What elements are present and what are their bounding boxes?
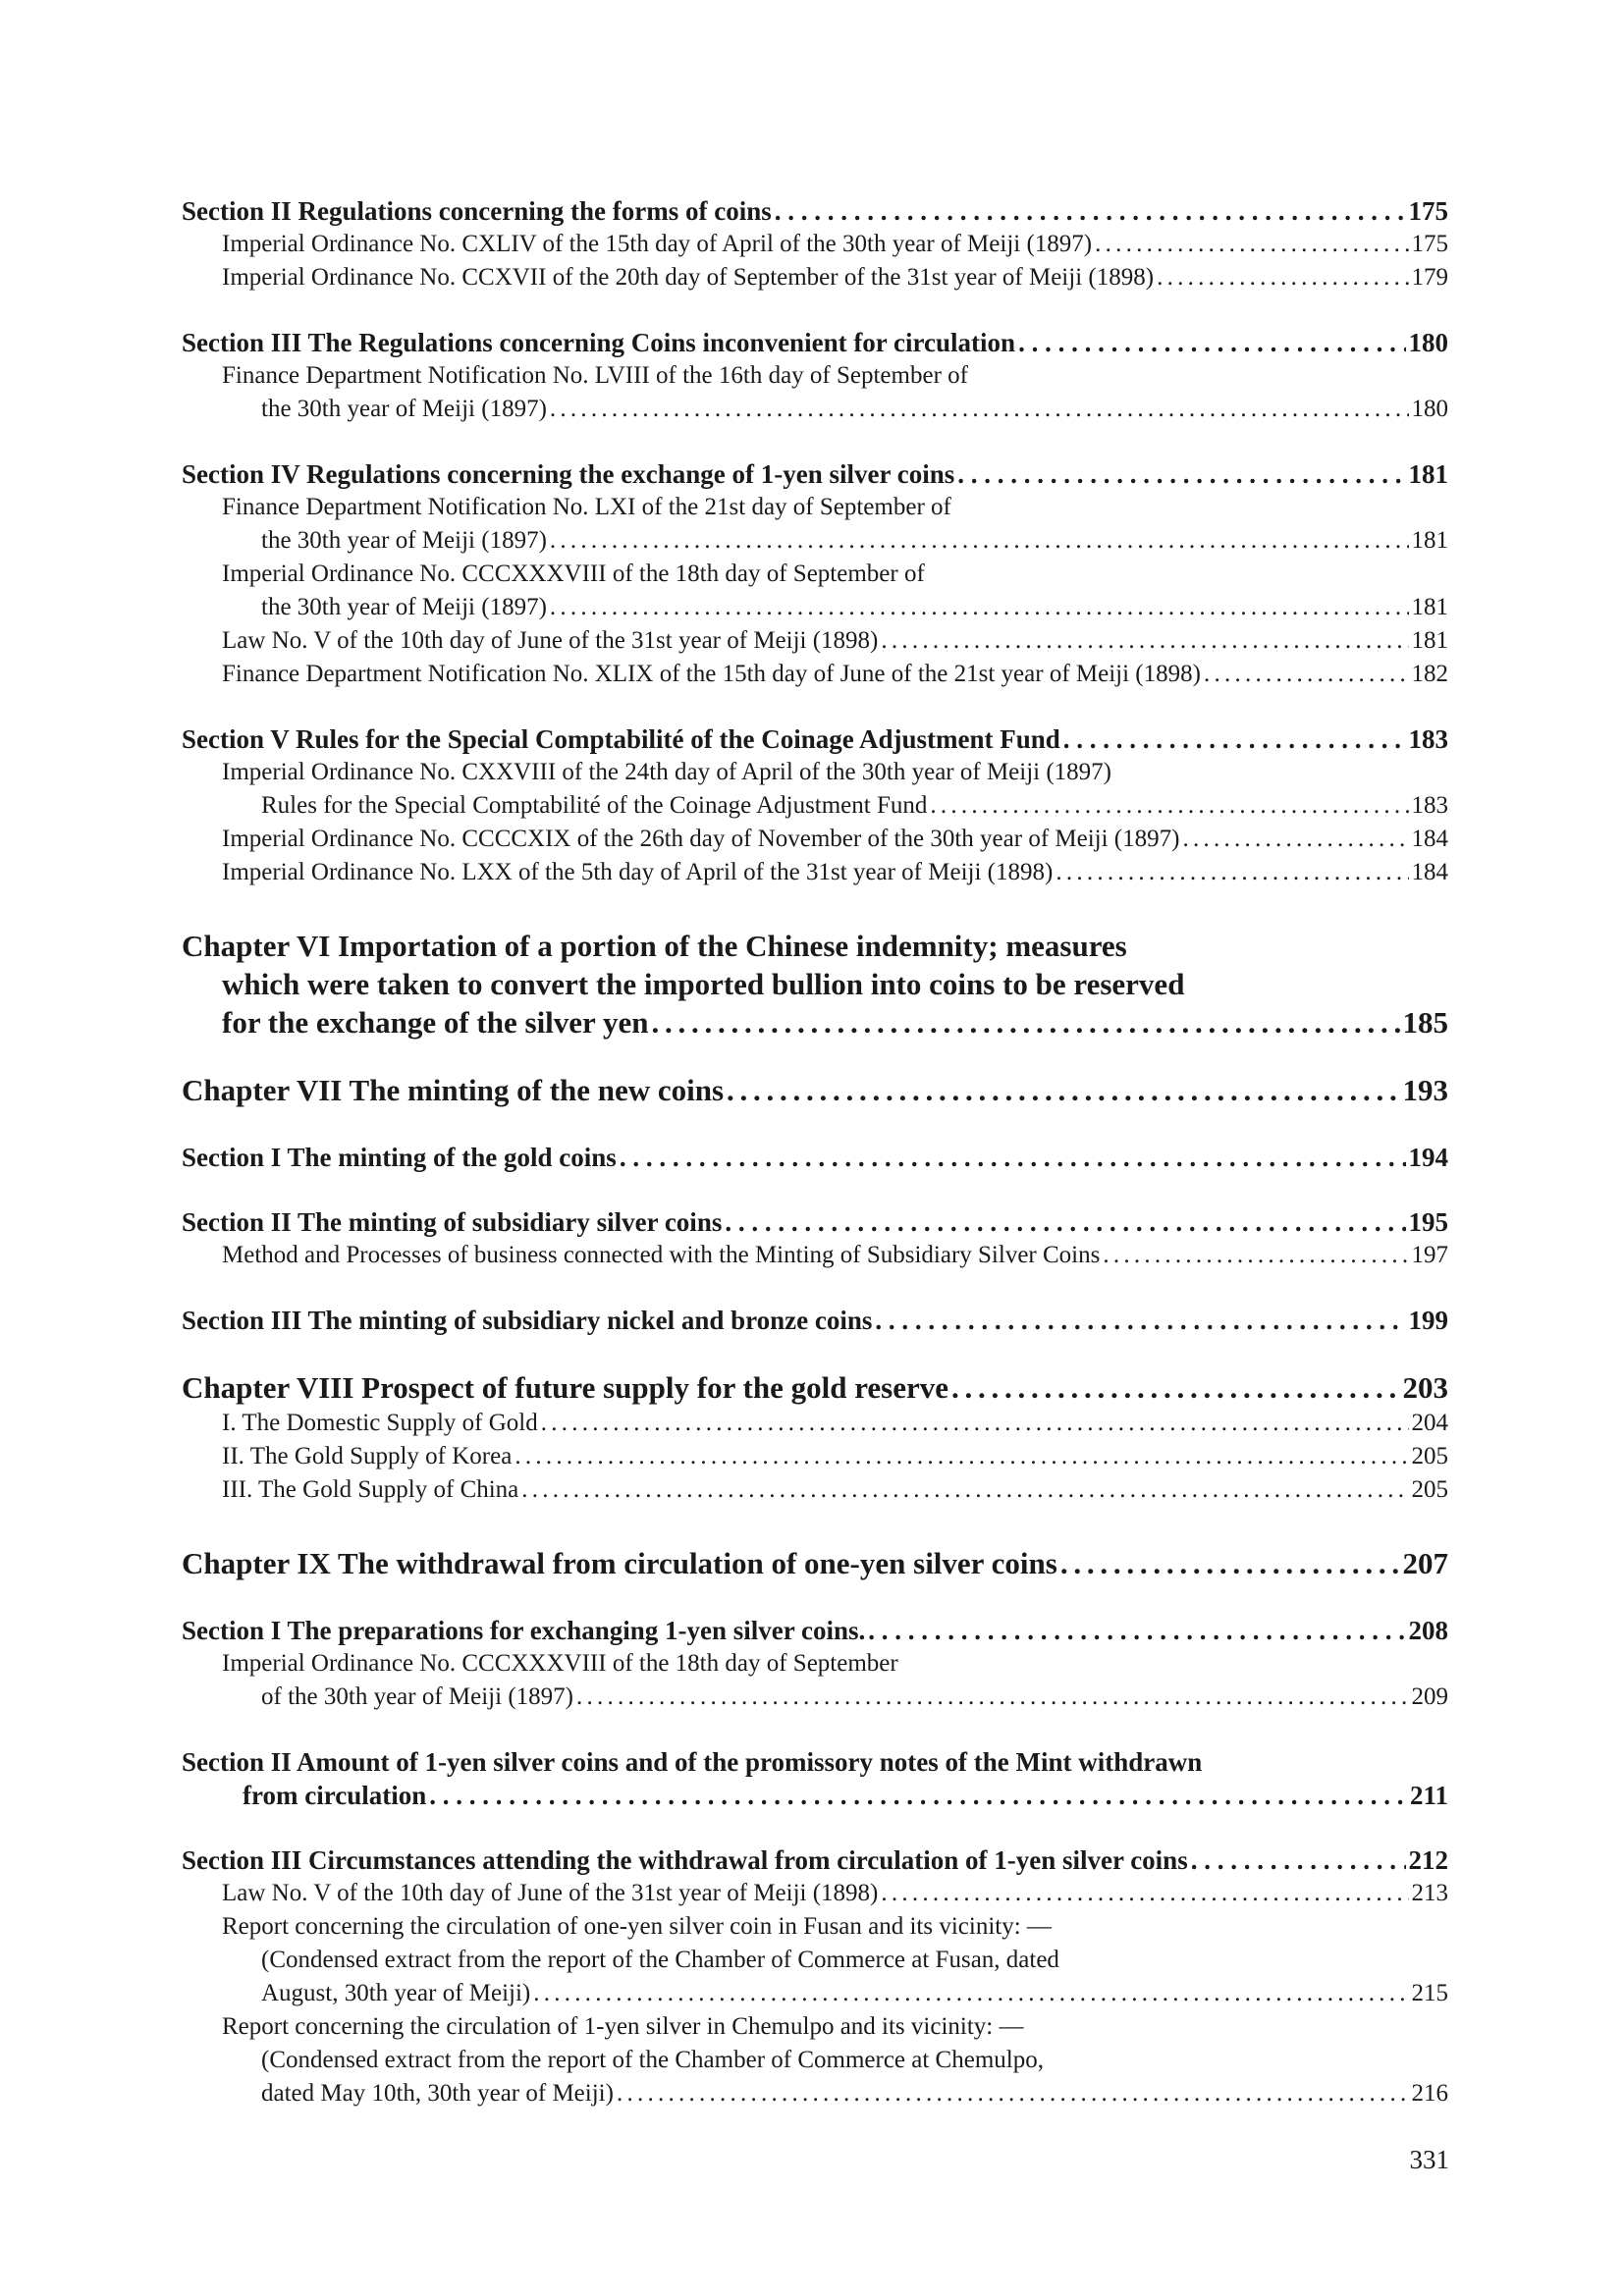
toc-section-exchange — [182, 457, 1448, 691]
toc-section-preparations — [182, 1614, 1448, 1714]
entry-title: Section V Rules for the Special Comptabilité of the Coinage Adjustment Fund — [182, 724, 1060, 754]
toc-subentry-continued — [182, 393, 1448, 426]
toc-subentry — [182, 1473, 1448, 1507]
entry-page: 181 — [1408, 459, 1448, 489]
toc-entry — [182, 1745, 1448, 1779]
entry-page: 184 — [1411, 826, 1448, 852]
toc-subentry — [182, 1647, 1448, 1681]
toc-section-silver-coins — [182, 1205, 1448, 1272]
toc-subentry — [182, 1877, 1448, 1910]
toc-subentry — [182, 1910, 1448, 1944]
chapter-title: for the exchange of the silver yen — [222, 1005, 649, 1040]
entry-title: Imperial Ordinance No. LXX of the 5th day of April of the 31st year of Meiji (1898) — [222, 859, 1054, 885]
entry-page: 197 — [1411, 1242, 1448, 1268]
toc-subentry — [182, 624, 1448, 658]
toc-entry — [182, 722, 1448, 756]
toc-chapter-viii — [182, 1368, 1448, 1507]
toc-subentry — [182, 558, 1448, 591]
entry-page: 183 — [1408, 724, 1448, 754]
toc-section-nickel-bronze — [182, 1304, 1448, 1337]
toc-entry-continued — [182, 1779, 1448, 1812]
entry-page: 182 — [1411, 661, 1448, 687]
entry-page: 215 — [1411, 1980, 1448, 2006]
entry-title: Imperial Ordinance No. CCXVII of the 20th day of September of the 31st year of Meiji (1898) — [222, 264, 1155, 291]
entry-title: Section I The preparations for exchanging 1-yen silver coins. — [182, 1616, 866, 1645]
entry-title: (Condensed extract from the report of the Chamber of Commerce at Fusan, dated — [261, 1947, 1059, 1973]
entry-page: 204 — [1411, 1410, 1448, 1436]
toc-chapter-vi — [182, 927, 1448, 1041]
entry-page: 199 — [1408, 1306, 1448, 1335]
toc-section-amount-withdrawn — [182, 1745, 1448, 1812]
entry-page: 194 — [1408, 1143, 1448, 1172]
entry-title: Section III Circumstances attending the withdrawal from circulation of 1-yen silver coins — [182, 1845, 1188, 1875]
entry-title: Finance Department Notification No. LVIII of the 16th day of September of — [222, 362, 968, 389]
chapter-title: Chapter VIII Prospect of future supply for the gold reserve — [182, 1370, 949, 1405]
entry-page: 183 — [1411, 792, 1448, 819]
toc-chapter-line — [182, 1368, 1448, 1407]
toc-entry — [182, 1614, 1448, 1647]
toc-subentry-continued — [182, 1977, 1448, 2010]
entry-page: 179 — [1411, 264, 1448, 291]
entry-page: 180 — [1408, 328, 1448, 357]
toc-chapter-vii — [182, 1071, 1448, 1109]
entry-page: 195 — [1408, 1207, 1448, 1237]
toc-subentry — [182, 856, 1448, 889]
chapter-title: Chapter VII The minting of the new coins — [182, 1073, 725, 1107]
entry-page: 216 — [1411, 2080, 1448, 2107]
entry-title: I. The Domestic Supply of Gold — [222, 1410, 538, 1436]
toc-subentry-continued — [182, 2077, 1448, 2110]
entry-title: II. The Gold Supply of Korea — [222, 1443, 513, 1469]
entry-page: 181 — [1411, 594, 1448, 620]
entry-page: 212 — [1408, 1845, 1448, 1875]
entry-title: Section III The minting of subsidiary nickel and bronze coins — [182, 1306, 873, 1335]
toc-subentry-continued — [182, 524, 1448, 558]
toc-subentry — [182, 1239, 1448, 1272]
entry-title: the 30th year of Meiji (1897) — [261, 594, 547, 620]
entry-page: 209 — [1411, 1683, 1448, 1710]
toc-subentry — [182, 1440, 1448, 1473]
toc-subentry — [182, 823, 1448, 856]
toc-entry — [182, 194, 1448, 228]
entry-title: Method and Processes of business connected with the Minting of Subsidiary Silver Coins — [222, 1242, 1101, 1268]
entry-title: Imperial Ordinance No. CCCCXIX of the 26th day of November of the 30th year of Meiji (1897) — [222, 826, 1180, 852]
entry-page: 205 — [1411, 1443, 1448, 1469]
entry-page: 208 — [1408, 1616, 1448, 1645]
entry-title: Section II Regulations concerning the forms of coins — [182, 196, 772, 226]
entry-page: 185 — [1402, 1005, 1448, 1040]
entry-title: Finance Department Notification No. XLIX of the 15th day of June of the 21st year of Meiji (1898) — [222, 661, 1201, 687]
toc-chapter-line — [182, 1003, 1448, 1041]
toc-section-inconvenient-coins — [182, 326, 1448, 426]
entry-title: Report concerning the circulation of one-yen silver coin in Fusan and its vicinity: — — [222, 1913, 1052, 1940]
entry-page: 213 — [1411, 1880, 1448, 1906]
toc-subentry — [182, 1407, 1448, 1440]
entry-title: dated May 10th, 30th year of Meiji) — [261, 2080, 614, 2107]
entry-title: the 30th year of Meiji (1897) — [261, 396, 547, 422]
toc-subentry — [182, 359, 1448, 393]
entry-title: III. The Gold Supply of China — [222, 1476, 519, 1503]
entry-page: 193 — [1402, 1073, 1448, 1107]
toc-subentry-continued — [182, 591, 1448, 624]
entry-title: Section IV Regulations concerning the exchange of 1-yen silver coins — [182, 459, 955, 489]
toc-subentry — [182, 491, 1448, 524]
toc-subentry-continued — [182, 2044, 1448, 2077]
entry-title: of the 30th year of Meiji (1897) — [261, 1683, 573, 1710]
entry-page: 211 — [1409, 1781, 1448, 1810]
entry-title: Report concerning the circulation of 1-yen silver in Chemulpo and its vicinity: — — [222, 2013, 1024, 2040]
toc-subentry-continued — [182, 1944, 1448, 1977]
entry-title: (Condensed extract from the report of the Chamber of Commerce at Chemulpo, — [261, 2047, 1044, 2073]
toc-subentry-continued — [182, 1681, 1448, 1714]
entry-page: 180 — [1411, 396, 1448, 422]
toc-chapter-ix — [182, 1544, 1448, 1582]
toc-section-adjustment-fund — [182, 722, 1448, 889]
entry-title: Section II The minting of subsidiary silver coins — [182, 1207, 723, 1237]
entry-page: 205 — [1411, 1476, 1448, 1503]
chapter-title: Chapter IX The withdrawal from circulation of one-yen silver coins — [182, 1546, 1057, 1580]
entry-page: 203 — [1402, 1370, 1448, 1405]
toc-subentry — [182, 756, 1448, 789]
toc-section-forms-of-coins — [182, 194, 1448, 294]
entry-title: Law No. V of the 10th day of June of the 31st year of Meiji (1898) — [222, 627, 879, 654]
entry-title: Section III The Regulations concerning Coins inconvenient for circulation — [182, 328, 1016, 357]
entry-title: Imperial Ordinance No. CXLIV of the 15th day of April of the 30th year of Meiji (1897) — [222, 231, 1093, 257]
entry-page: 181 — [1411, 627, 1448, 654]
chapter-title: Chapter VI Importation of a portion of the Chinese indemnity; measures — [182, 929, 1127, 963]
toc-subentry — [182, 261, 1448, 294]
toc-subentry — [182, 228, 1448, 261]
toc-entry — [182, 326, 1448, 359]
entry-title: Imperial Ordinance No. CCCXXXVIII of the 18th day of September — [222, 1650, 898, 1677]
entry-title: Imperial Ordinance No. CXXVIII of the 24th day of April of the 30th year of Meiji (1897) — [222, 759, 1112, 785]
entry-page: 207 — [1402, 1546, 1448, 1580]
toc-subentry — [182, 2010, 1448, 2044]
toc-entry — [182, 457, 1448, 491]
toc-subentry — [182, 658, 1448, 691]
entry-page: 184 — [1411, 859, 1448, 885]
toc-chapter-line — [182, 927, 1448, 965]
toc-entry — [182, 1205, 1448, 1239]
entry-page: 181 — [1411, 527, 1448, 554]
table-of-contents — [182, 194, 1448, 2110]
toc-section-circumstances — [182, 1843, 1448, 2110]
toc-chapter-line — [182, 965, 1448, 1003]
entry-title: Imperial Ordinance No. CCCXXXVIII of the 18th day of September of — [222, 561, 925, 587]
entry-title: Section II Amount of 1-yen silver coins and of the promissory notes of the Mint withdrawn — [182, 1747, 1203, 1777]
entry-title: August, 30th year of Meiji) — [261, 1980, 531, 2006]
toc-subentry-continued — [182, 789, 1448, 823]
entry-page: 175 — [1411, 231, 1448, 257]
toc-entry — [182, 1843, 1448, 1877]
entry-title: Finance Department Notification No. LXI of the 21st day of September of — [222, 494, 951, 520]
page-number: 331 — [1409, 2145, 1449, 2174]
entry-title: Rules for the Special Comptabilité of the Coinage Adjustment Fund — [261, 792, 928, 819]
entry-title: Section I The minting of the gold coins — [182, 1143, 617, 1172]
toc-section-gold-coins — [182, 1141, 1448, 1174]
chapter-title: which were taken to convert the imported bullion into coins to be reserved — [222, 967, 1185, 1001]
entry-title: the 30th year of Meiji (1897) — [261, 527, 547, 554]
entry-title: Law No. V of the 10th day of June of the 31st year of Meiji (1898) — [222, 1880, 879, 1906]
entry-title: from circulation — [243, 1781, 427, 1810]
entry-page: 175 — [1408, 196, 1448, 226]
